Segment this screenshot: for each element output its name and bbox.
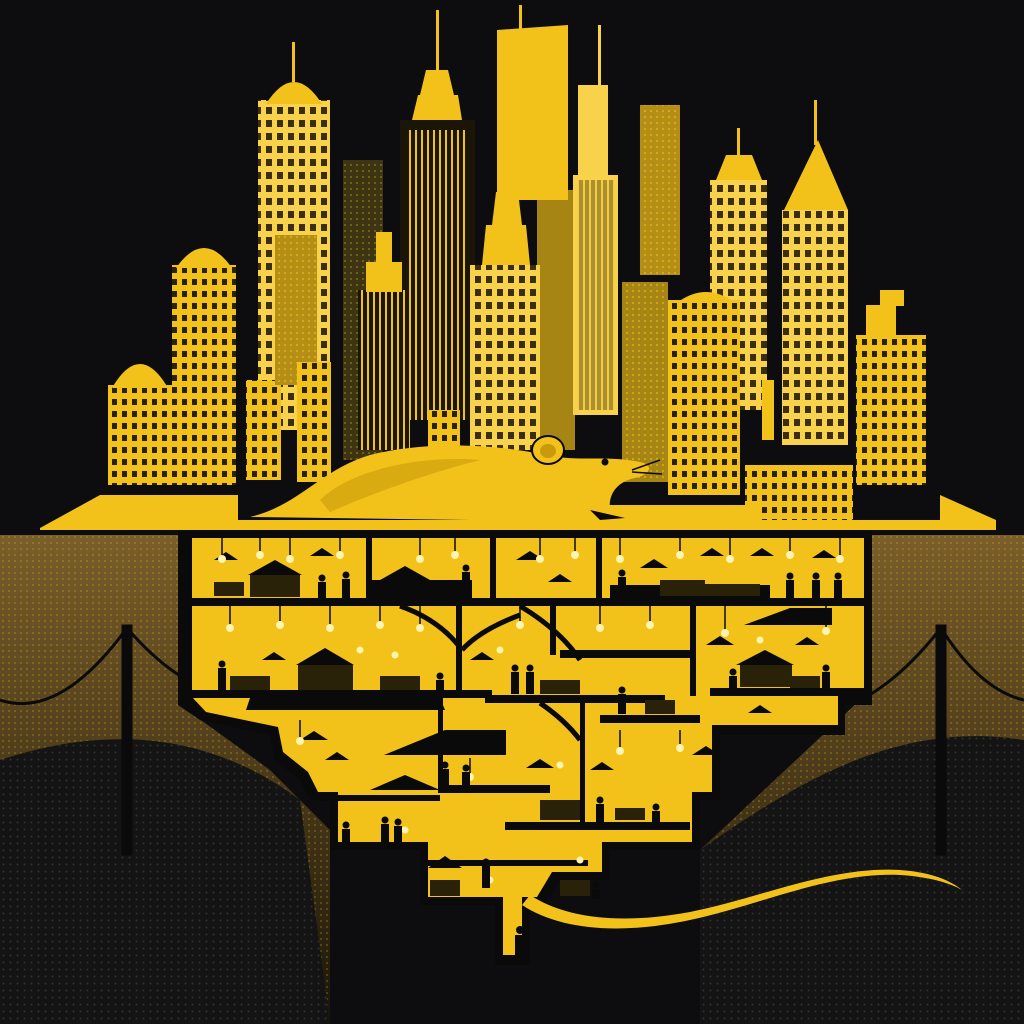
- building-facade: [578, 180, 614, 410]
- floor-beam: [440, 785, 550, 793]
- rat-eye: [602, 459, 609, 466]
- floor-beam: [320, 795, 440, 801]
- spire: [511, 100, 514, 195]
- building-icon: [376, 232, 392, 264]
- floor-beam: [485, 695, 665, 703]
- pillar: [580, 703, 585, 823]
- building-icon: [366, 262, 402, 292]
- building-icon: [108, 385, 172, 485]
- building-icon: [856, 335, 926, 485]
- pillar: [596, 538, 602, 600]
- spire: [598, 25, 601, 87]
- spire: [737, 128, 740, 158]
- rat-ear-inner: [540, 444, 556, 458]
- building-facade: [408, 130, 468, 420]
- floor-beam: [192, 690, 492, 698]
- tower-crown: [412, 95, 462, 120]
- spire: [814, 100, 817, 145]
- building-icon: [172, 265, 236, 485]
- building-icon: [640, 105, 680, 275]
- building-icon: [497, 25, 568, 200]
- spire: [292, 42, 295, 82]
- pillar: [456, 606, 462, 696]
- building-icon: [470, 265, 540, 450]
- tower-crown: [482, 225, 530, 265]
- floor-beam: [192, 598, 864, 606]
- building-icon: [246, 380, 281, 480]
- pillar: [490, 538, 496, 600]
- building-icon: [880, 290, 904, 306]
- building-icon: [358, 290, 410, 450]
- tower-crown: [492, 192, 522, 225]
- floor-beam: [372, 580, 472, 598]
- building-icon: [297, 362, 331, 482]
- tower-crown: [420, 70, 454, 95]
- building-icon: [762, 380, 774, 440]
- antenna: [519, 5, 522, 33]
- pillar: [366, 538, 372, 600]
- building-icon: [578, 85, 608, 180]
- building-icon: [668, 300, 740, 495]
- building-icon: [622, 282, 668, 482]
- building-icon: [866, 305, 896, 337]
- floor-beam: [600, 715, 700, 723]
- building-icon: [428, 410, 460, 450]
- building-icon: [782, 210, 848, 445]
- floor-beam: [505, 822, 690, 830]
- building-icon: [537, 190, 575, 450]
- building-icon: [745, 465, 853, 520]
- pillar: [690, 606, 696, 696]
- spire: [436, 10, 439, 72]
